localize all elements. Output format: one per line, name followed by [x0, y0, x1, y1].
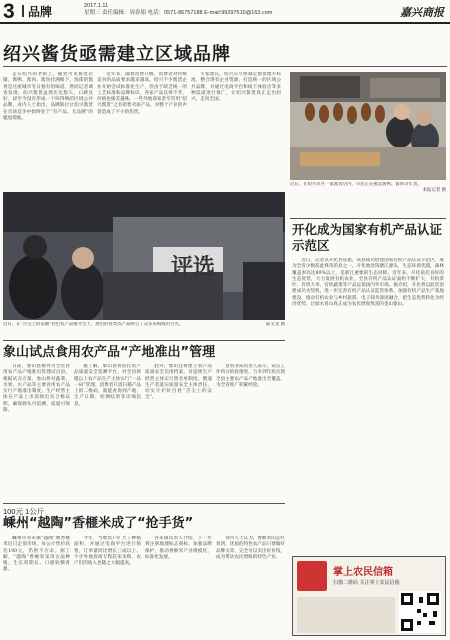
divider [3, 503, 285, 504]
article3-body: 近日，记者从开化县获悉，该县成功创建国家有机产品认证示范区，成为全省少数获此殊荣的县之一。开化地处钱塘江源头，生态环境优越，森林覆盖率高达80%以上，是浙江重要的生态屏障。近年来，开化依托良好的生态优势，大力发展有机农业，全县有机产品认证面积不断扩大，有机茶叶、有机大米、有机蔬菜等产品远销国内外市场。据介绍，开化将以此次创建成功为契机，进一步完善有机产品认证监管体系，加强有机产品生产基地建设，推动有机农业与乡村旅游、电子商务深度融合，把生态优势转化为经济优势，让绿水青山真正成为农民增收致富的金山银山。 [292, 258, 444, 308]
event-sign-text: 评选 [171, 255, 216, 280]
section-bar-icon [22, 5, 24, 17]
article2-photo [3, 192, 285, 320]
event-photo-image [3, 192, 285, 320]
article4-kicker: 100元 1公斤 [3, 507, 45, 516]
article1-headline: 绍兴酱货亟需建立区域品牌 [3, 44, 231, 65]
article2-col4: 县农业局负责人表示，试点工作将分阶段推进，力争到年底实现全县主要农产品产地准出全覆盖，为全省推广积累经验。 [216, 364, 285, 388]
photo-credit: 本报记者 摄 [422, 188, 446, 193]
article4-col3: 谷来镇负责人介绍，下一步将注册地理标志商标，加强品牌保护，推动香榧米产业规模化、标准化发展。 [145, 536, 212, 560]
article1-photo [290, 72, 446, 180]
editor-contact: 星期三 责任编辑：周春娟 电话：0571-86757188 E-mail:99297510@163.com [84, 10, 273, 16]
section-name: 品牌 [28, 5, 53, 19]
article1-photo-caption: 近日，在绍兴市区一家酱货店内，市民正在挑选酱鸭、酱肉等年货。 本报记者 摄 [290, 182, 446, 193]
ad-title: 掌上农民信箱 [333, 567, 393, 578]
article4-col2: 今年，当地农户扩大了种植面积，并通过电商平台进行销售，订单量同比增长三成以上。不少外地客商专程赶来采购，农户们的收入也随之大幅提高。 [74, 536, 141, 567]
promo-ad-box [292, 556, 446, 636]
article4-col4: 业内人士认为，香榧米的走红说明，优质的特色农产品只要做好品牌文章，完全可以卖出好价钱，成为带动农民增收的特色产业。 [216, 536, 285, 560]
divider [3, 66, 447, 67]
ad-subtitle: 扫描二维码 关注掌上农民信箱 [333, 580, 400, 586]
photo-credit: 陆文龙 摄 [266, 322, 285, 327]
qr-code-icon [399, 591, 441, 633]
mailbox-logo-icon [297, 561, 327, 591]
article3-headline: 开化成为国家有机产品认证示范区 [292, 222, 443, 253]
header-meta [84, 3, 272, 17]
divider [3, 340, 285, 341]
article4-headline: 嵊州“越陶”香榧米成了“抢手货” [3, 516, 194, 531]
article2-headline: 象山试点食用农产品“产地准出”管理 [3, 345, 216, 360]
page-number: 3 [3, 0, 15, 23]
article4-col1: 嵊州市谷来镇“越陶”牌香榧米近日走俏市场，每公斤售价高达100元，仍供不应求。据了解，“越陶”香榧米采用古法种植，生长周期长、口感软糯香甜。 [3, 536, 70, 573]
section-label [22, 5, 82, 20]
article1-col3: 专家建议，绍兴应尽快制定酱货地方标准，整合现有企业资源，打造统一的区域公共品牌，并通过电商平台和线下体验店等多种渠道进行推广，让绍兴酱货真正走出绍兴、走向全国。 [191, 72, 281, 103]
article1-col2: 近年来，随着消费升级，消费者对传统美食的品质要求越来越高。绍兴不少酱货企业开始尝试标准化生产，但由于缺乏统一的工艺标准和品牌标识，各家产品良莠不齐，价格也相差悬殊。一些外地商家甚至冒用“绍兴酱货”之名销售劣质产品，对整个产业的声誉造成了不小的伤害。 [97, 72, 187, 115]
article1-col1: 走在绍兴的老街上，随处可见酱货店铺，酱鸭、酱肉、酱鱼挂满檐下，浓郁的酱香是这座城市冬日独有的味道。然而记者调查发现，绍兴酱货虽然历史悠久、口碑良好，却至今没有形成一个叫得响的区域公共品牌。业内人士指出，品牌缺位让绍兴酱货在市场竞争中始终处于“有产品、无品牌”的尴尬境地。 [3, 72, 93, 122]
ad-banner-image [297, 597, 395, 633]
article2-col2: 据了解，象山县将依托农产品质量安全追溯平台，对全县规模以上农产品生产主体实行“一品一码”管理。消费者只需扫描产品上的二维码，就能查询到产地、生产日期、检测结果等详细信息。 [74, 364, 141, 407]
newspaper-masthead: 嘉兴商报 [400, 6, 444, 19]
divider [290, 218, 446, 219]
issue-date: 2017.1.11 [84, 3, 109, 9]
article2-col1: 日前，象山县被列为全省食用农产品产地准出管理试点县。根据试点方案，象山将对蔬菜、水果、水产品等主要食用农产品实行产地准出制度，生产经营主体在产品上市前须出具合格证明，确保源头可追溯、质量可保障。 [3, 364, 70, 414]
article2-col3: 此外，象山还将建立农产品质量安全信用档案，对违规生产经营主体实行黑名单制度，倒逼生产者落实质量安全主体责任，切实守护好百姓“舌尖上的安全”。 [145, 364, 212, 401]
article2-photo-caption: 近日，在“舌尖上的安徽”特色农产品推介会上，展出的各类农产品吸引了众多采购商的目光。 陆文龙 摄 [3, 322, 285, 327]
market-photo-image [290, 72, 446, 180]
